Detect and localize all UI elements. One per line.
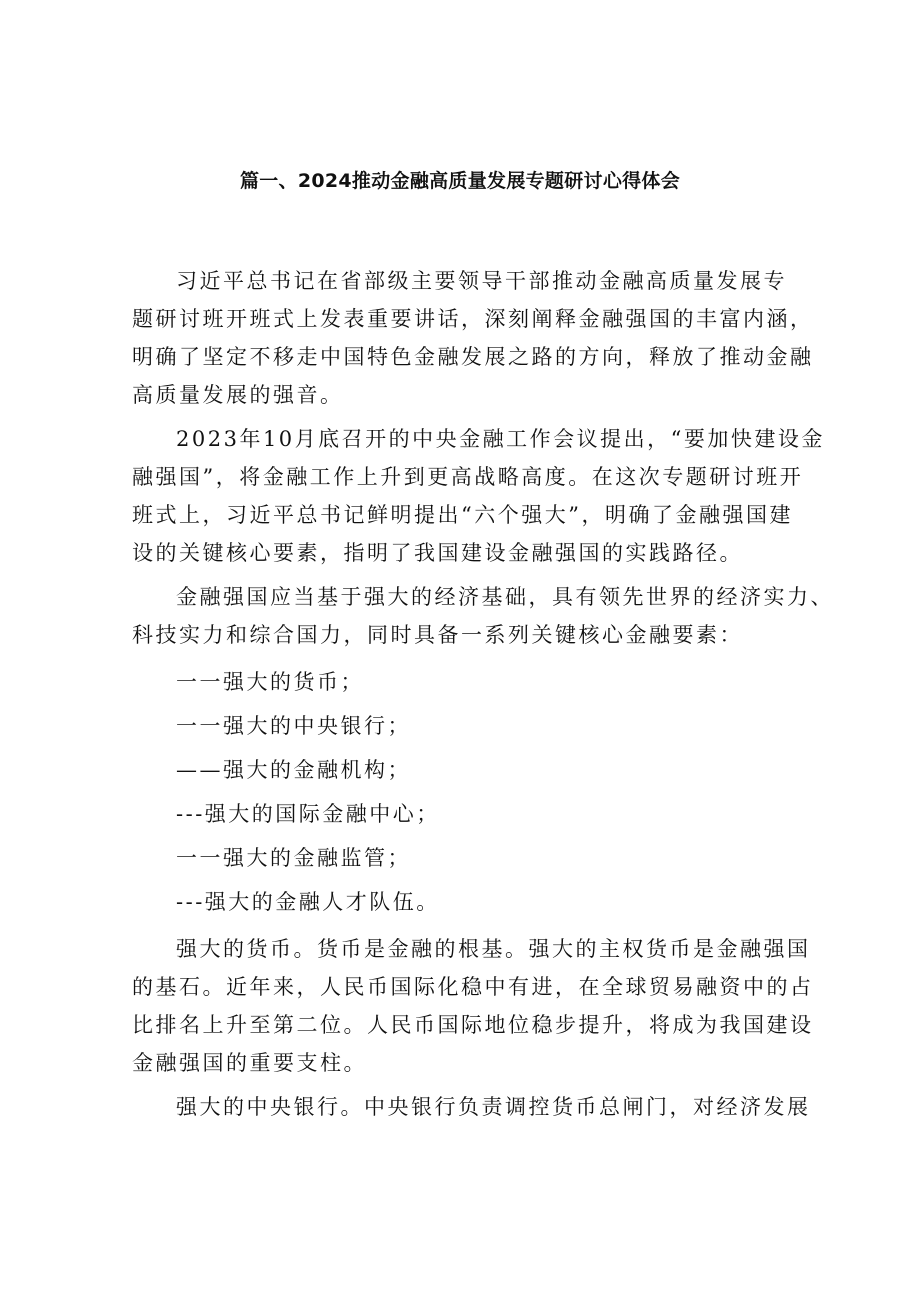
paragraph-line: 金融强国的重要支柱。 [132, 1051, 367, 1075]
paragraph-foundation [132, 578, 834, 654]
paragraph-central-bank [132, 1088, 811, 1126]
list-item: 一一强大的中央银行； [176, 714, 411, 738]
paragraph-line: 比排名上升至第二位。人民币国际地位稳步提升，将成为我国建设 [132, 1013, 814, 1037]
list-item: 一一强大的货币； [176, 670, 364, 694]
document-body [132, 262, 834, 1132]
list-item: 一一强大的金融监管； [176, 846, 411, 870]
paragraph-intro [132, 262, 814, 414]
paragraph-line: 融强国”，将金融工作上升到更高战略高度。在这次专题研讨班开 [132, 465, 804, 489]
paragraph-line: 强大的货币。货币是金融的根基。强大的主权货币是金融强国 [176, 937, 811, 961]
paragraph-line: 的基石。近年来，人民币国际化稳中有进，在全球贸易融资中的占 [132, 975, 814, 999]
six-strengths-list [132, 660, 800, 924]
paragraph-line: 强大的中央银行。中央银行负责调控货币总闸门，对经济发展 [176, 1095, 811, 1119]
paragraph-line: 科技实力和综合国力，同时具备一系列关键核心金融要素： [132, 623, 743, 647]
paragraph-line: 金融强国应当基于强大的经济基础，具有领先世界的经济实力、 [176, 585, 834, 609]
list-item: ---强大的金融人才队伍。 [176, 890, 440, 914]
paragraph-line: 班式上，习近平总书记鲜明提出“六个强大”，明确了金融强国建 [132, 503, 793, 527]
list-item: ---强大的国际金融中心； [176, 802, 440, 826]
paragraph-line: 高质量发展的强音。 [132, 383, 344, 407]
paragraph-line: 习近平总书记在省部级主要领导干部推动金融高质量发展专 [176, 269, 787, 293]
paragraph-line: 题研讨班开班式上发表重要讲话，深刻阐释金融强国的丰富内涵， [132, 307, 814, 331]
paragraph-conference [132, 420, 825, 572]
paragraph-line: 明确了坚定不移走中国特色金融发展之路的方向，释放了推动金融 [132, 345, 814, 369]
document-title: 篇一、2024推动金融高质量发展专题研讨心得体会 [239, 170, 681, 192]
paragraph-line: 2023年10月底召开的中央金融工作会议提出，“要加快建设金 [176, 427, 825, 451]
paragraph-currency [132, 930, 814, 1082]
paragraph-line: 设的关键核心要素，指明了我国建设金融强国的实践路径。 [132, 541, 743, 565]
list-item: ——强大的金融机构； [176, 758, 411, 782]
